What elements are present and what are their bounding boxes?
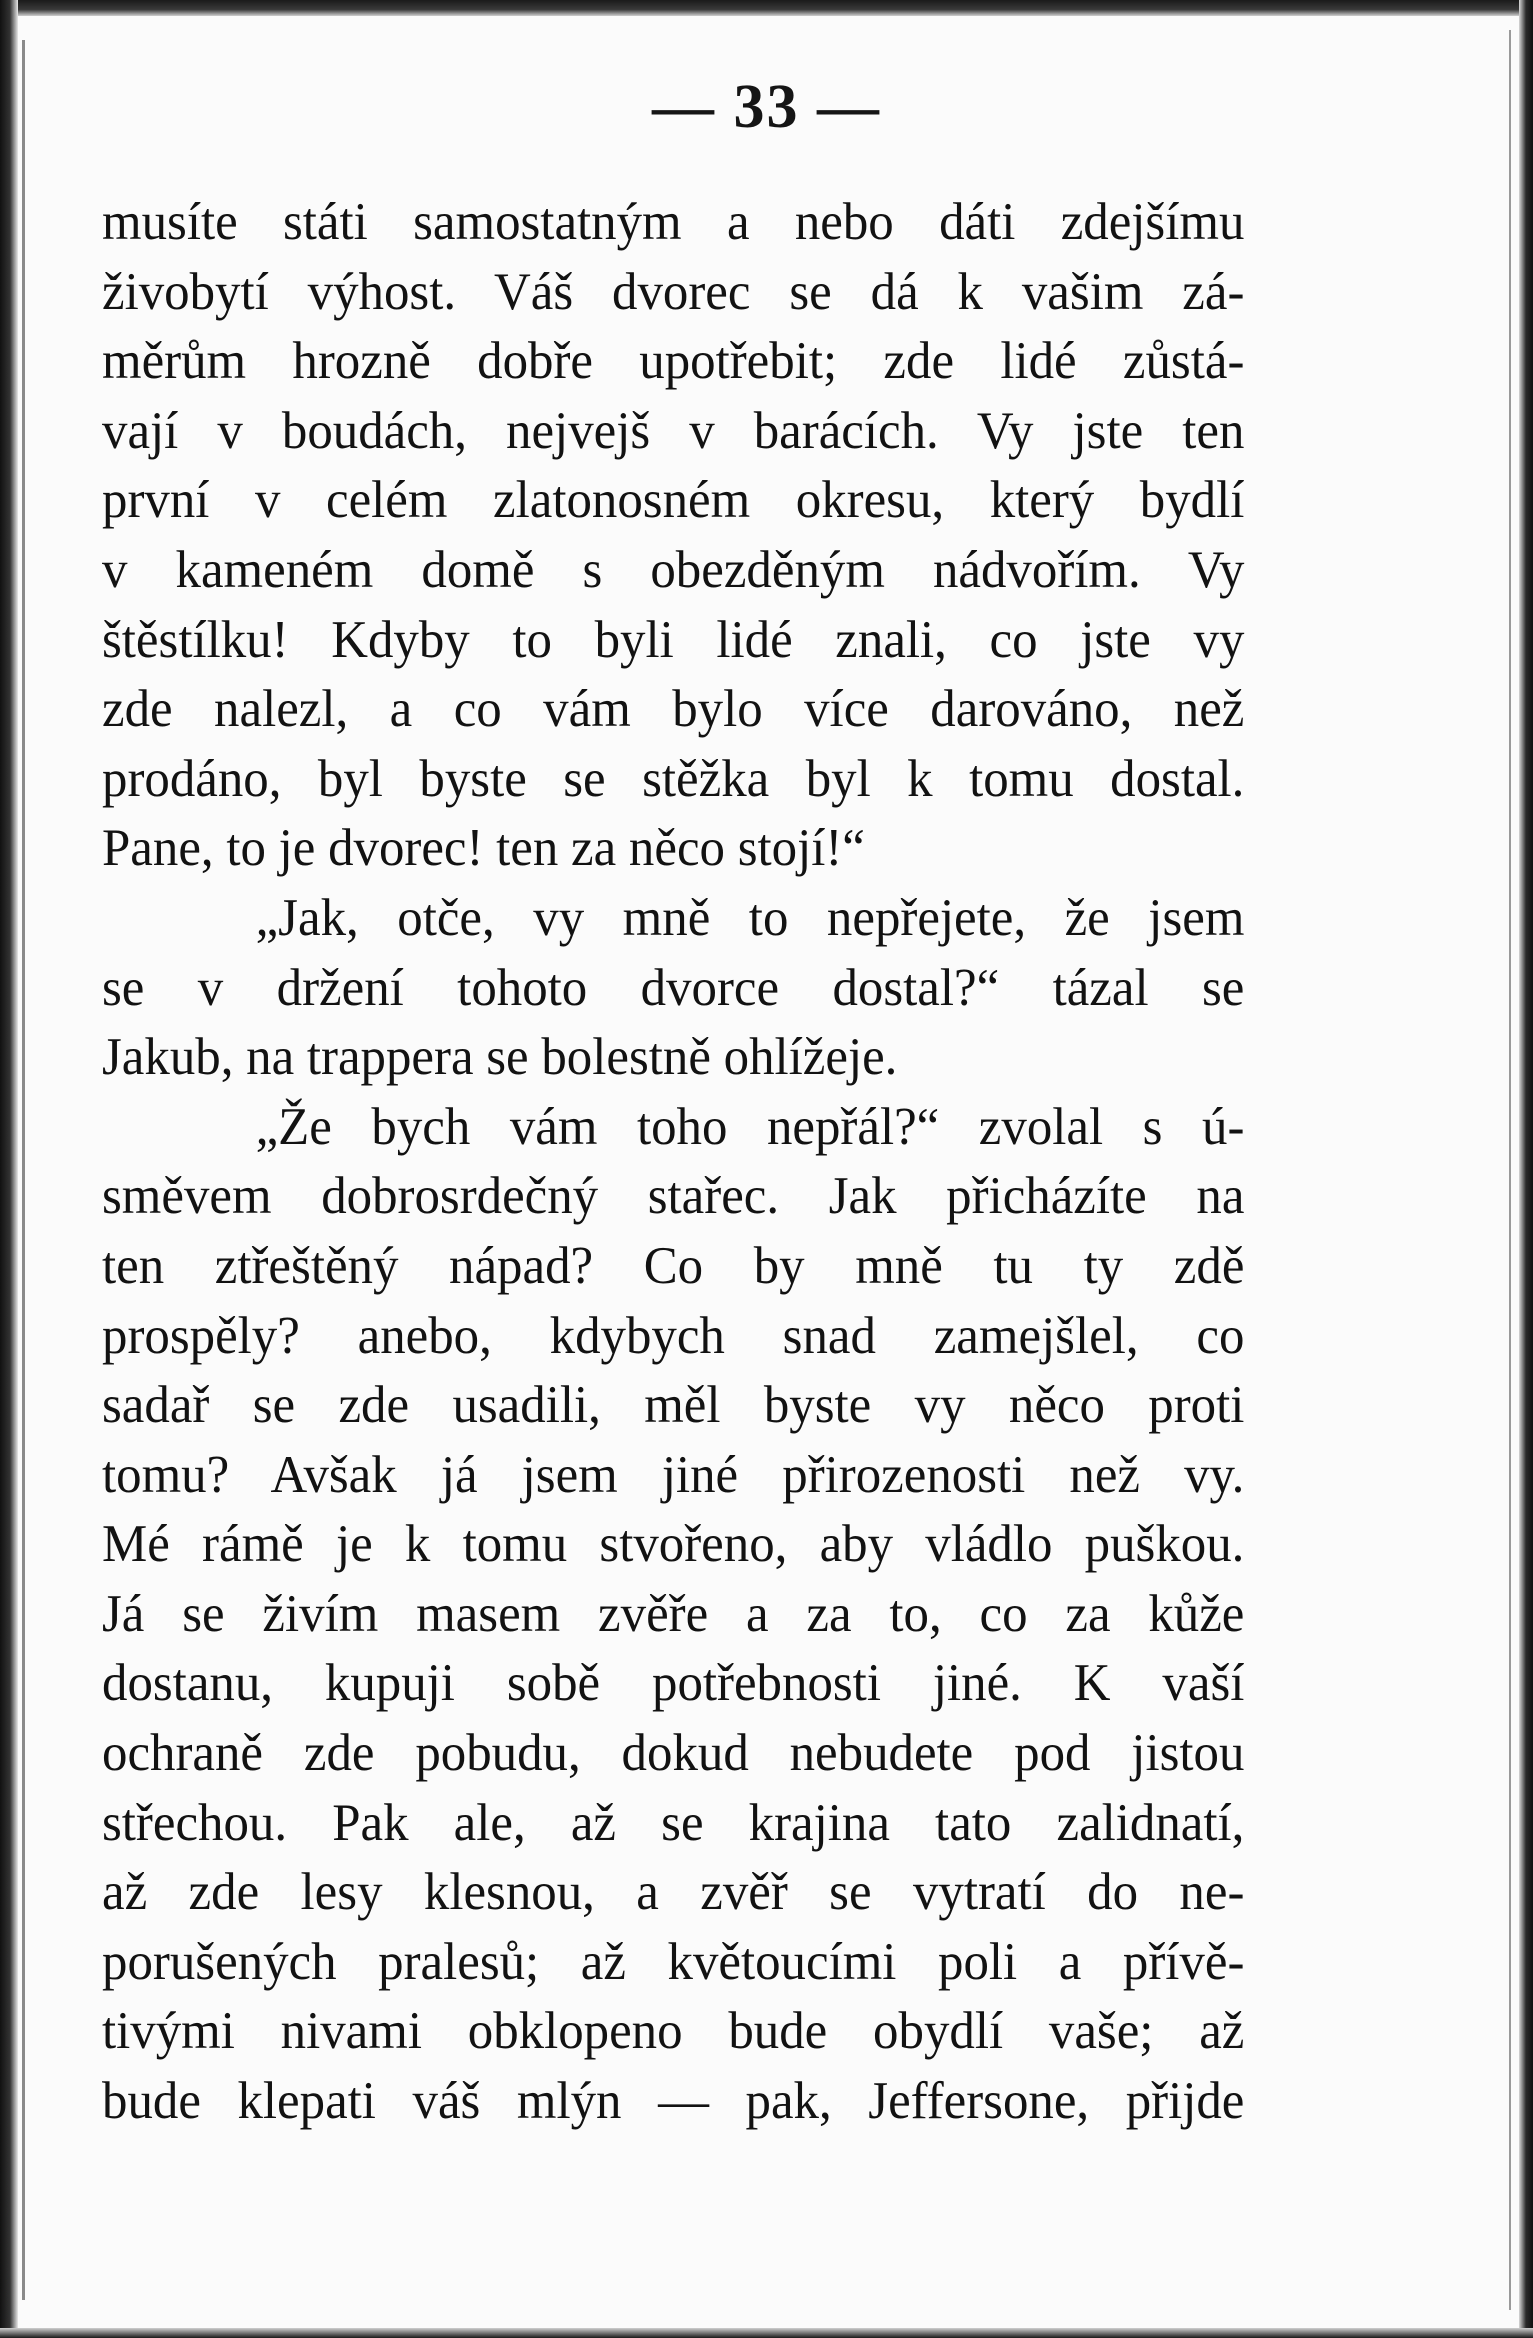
- text-line: první v celém zlatonosném okresu, který bydlí: [102, 471, 1245, 530]
- scan-edge-bottom: [0, 2328, 1533, 2338]
- text-line: směvem dobrosrdečný stařec. Jak přicházíte na: [102, 1167, 1245, 1226]
- text-line: živobytí výhost. Váš dvorec se dá k vašim zá-: [102, 262, 1245, 321]
- text-line: Já se živím masem zvěře a za to, co za kůže: [102, 1584, 1245, 1643]
- body-text: [102, 188, 1244, 2137]
- text-line: Jakub, na trappera se bolestně ohlížeje.: [102, 1028, 898, 1087]
- text-line: Pane, to je dvorec! ten za něco stojí!“: [102, 819, 865, 878]
- text-line: zde nalezl, a co vám bylo více darováno, než: [102, 680, 1245, 739]
- scan-edge-right-line: [1509, 30, 1511, 2310]
- text-line: Mé rámě je k tomu stvořeno, aby vládlo puškou.: [102, 1515, 1245, 1574]
- scan-edge-right: [1519, 0, 1533, 2338]
- text-line: až zde lesy klesnou, a zvěř se vytratí do ne-: [102, 1863, 1245, 1922]
- text-line: ten ztřeštěný nápad? Co by mně tu ty zdě: [102, 1236, 1245, 1295]
- scan-edge-top: [0, 0, 1533, 16]
- text-line: vají v boudách, nejvejš v barácích. Vy jste ten: [102, 401, 1245, 460]
- scan-edge-left: [0, 0, 18, 2338]
- text-line: tomu? Avšak já jsem jiné přirozenosti než vy.: [102, 1445, 1245, 1504]
- text-line: v kameném domě s obezděným nádvořím. Vy: [102, 540, 1245, 599]
- text-line: štěstílku! Kdyby to byli lidé znali, co jste vy: [102, 610, 1245, 669]
- text-line: dostanu, kupuji sobě potřebnosti jiné. K vaší: [102, 1654, 1245, 1713]
- text-line: měrům hrozně dobře upotřebit; zde lidé zůstá-: [102, 332, 1245, 391]
- text-line: prodáno, byl byste se stěžka byl k tomu dostal.: [102, 749, 1245, 808]
- text-line: prospěly? anebo, kdybych snad zamejšlel, co: [102, 1306, 1245, 1365]
- text-line: se v držení tohoto dvorce dostal?“ tázal se: [102, 958, 1245, 1017]
- text-line: „Že bych vám toho nepřál?“ zvolal s ú-: [255, 1097, 1245, 1156]
- text-line: ochraně zde pobudu, dokud nebudete pod jistou: [102, 1724, 1245, 1783]
- text-line: tivými nivami obklopeno bude obydlí vaše; až: [102, 2002, 1245, 2061]
- text-line: musíte státi samostatným a nebo dáti zdejšímu: [102, 193, 1245, 251]
- text-line: střechou. Pak ale, až se krajina tato zalidnatí,: [102, 1793, 1245, 1852]
- text-line: bude klepati váš mlýn — pak, Jeffersone, přijde: [102, 2072, 1245, 2131]
- text-line: sadař se zde usadili, měl byste vy něco proti: [102, 1376, 1245, 1435]
- scan-edge-left-line: [22, 40, 25, 2300]
- page-number-header: — 33 —: [652, 73, 881, 141]
- text-line: porušených pralesů; až květoucími poli a přívě-: [102, 1932, 1245, 1991]
- text-line: „Jak, otče, vy mně to nepřejete, že jsem: [255, 888, 1245, 947]
